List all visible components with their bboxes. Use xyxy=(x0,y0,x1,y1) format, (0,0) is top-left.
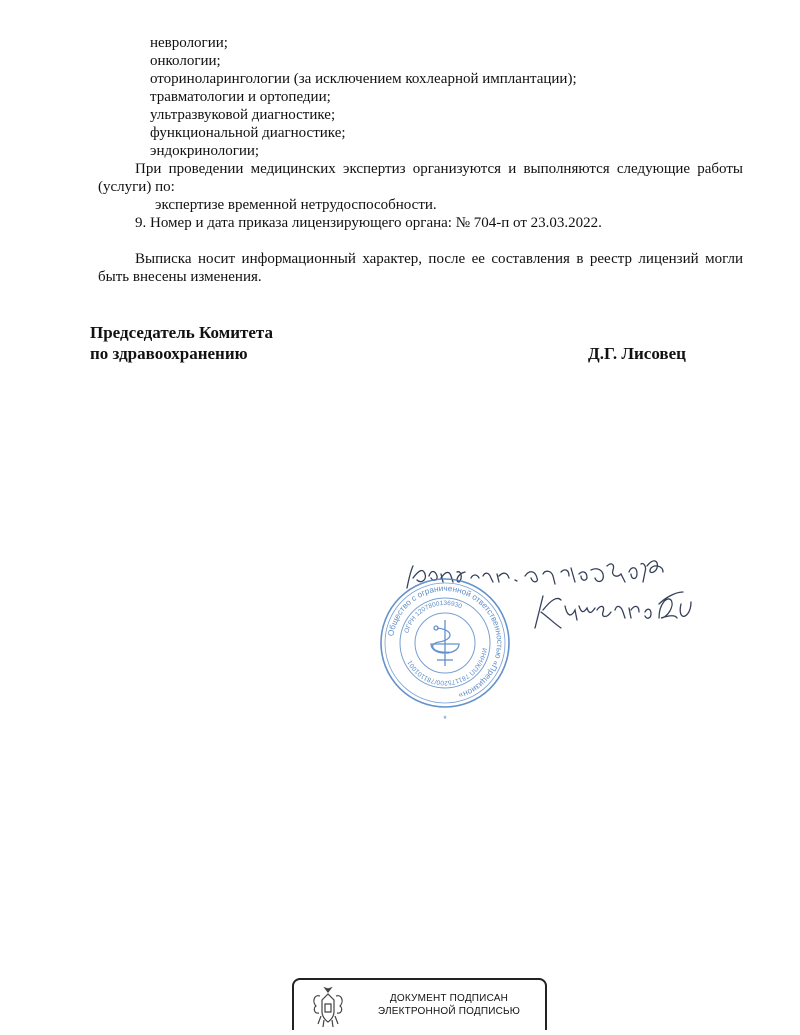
signatory-title-line2: по здравоохранению xyxy=(90,344,248,363)
esign-text xyxy=(354,992,544,1018)
specialty-item: оториноларингологии (за исключением кохлеарной имплантации); xyxy=(150,71,577,87)
specialty-item: онкологии; xyxy=(150,53,221,69)
coat-of-arms-icon xyxy=(310,986,346,1030)
order-line: 9. Номер и дата приказа лицензирующего органа: № 704-п от 23.03.2022. xyxy=(135,215,602,231)
signatory-title-line1: Председатель Комитета xyxy=(90,323,273,342)
stamp-inn-text: ИНН/КПП 781175200/781101001 xyxy=(406,647,488,687)
specialty-item: неврологии; xyxy=(150,35,228,51)
specialty-item: ультразвуковой диагностике; xyxy=(150,107,336,123)
notice-paragraph: Выписка носит информационный характер, после ее составления в реестр лицензий могли быть внесены изменения. xyxy=(98,251,743,285)
company-stamp xyxy=(375,548,695,728)
svg-text:*: * xyxy=(443,714,447,724)
expertise-intro: При проведении медицинских экспертиз организуются и выполняются следующие работы (услуги) по: xyxy=(98,161,743,195)
specialty-item: эндокринологии; xyxy=(150,143,260,159)
specialty-item: функциональной диагностике; xyxy=(150,125,346,141)
electronic-signature-badge xyxy=(292,978,547,1030)
signatory-name: Д.Г. Лисовец xyxy=(588,344,686,363)
esign-line1: ДОКУМЕНТ ПОДПИСАН xyxy=(389,993,509,1004)
stamp-outer-text: Общество с ограниченной ответственностью «Прецизион» xyxy=(386,583,505,701)
expertise-item: экспертизе временной нетрудоспособности. xyxy=(155,197,437,213)
esign-line2: ЭЛЕКТРОННОЙ ПОДПИСЬЮ xyxy=(377,1006,521,1017)
specialty-item: травматологии и ортопедии; xyxy=(150,89,331,105)
stamp-ogrn-text: ОГРН 1207800136930 xyxy=(403,599,463,635)
